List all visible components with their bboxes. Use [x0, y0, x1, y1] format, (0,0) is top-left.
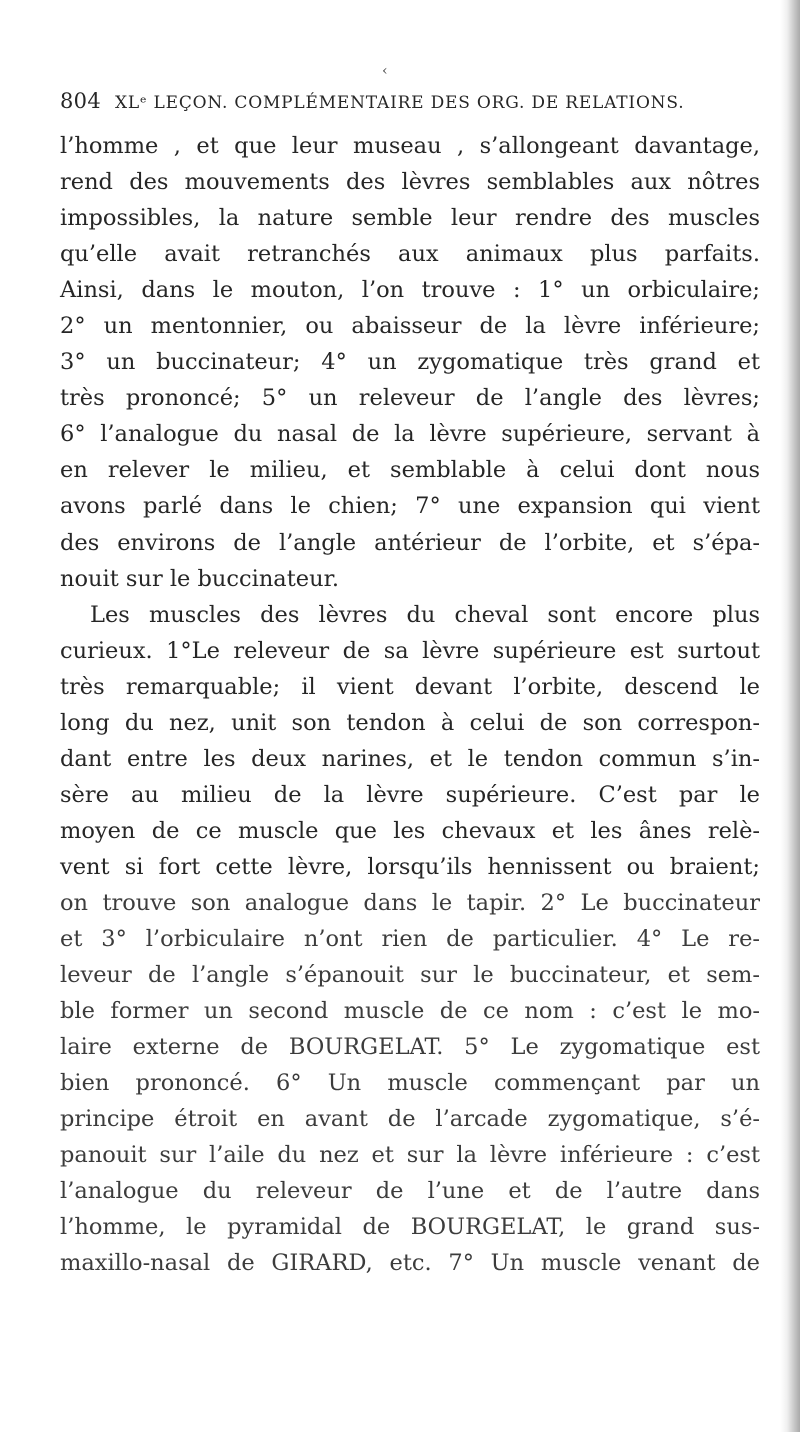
text-line: long du nez, unit son tendon à celui de son correspon- [60, 709, 760, 736]
text-line: panouit sur l’aile du nez et sur la lèvre inférieure : c’est [60, 1142, 760, 1169]
text-line: moyen de ce muscle que les chevaux et les ânes relè- [60, 817, 760, 844]
text-line: l’homme , et que leur museau , s’allongeant davantage, [60, 133, 760, 159]
text-line: maxillo-nasal de GIRARD, etc. 7° Un muscle venant de [60, 1250, 760, 1277]
text-line: Ainsi, dans le mouton, l’on trouve : 1° un orbiculaire; [60, 277, 760, 304]
text-line: leveur de l’angle s’épanouit sur le buccinateur, et sem- [60, 962, 760, 989]
text-line: l’homme, le pyramidal de BOURGELAT, le grand sus- [60, 1214, 760, 1241]
text-line: nouit sur le buccinateur. [60, 565, 340, 592]
text-line: principe étroit en avant de l’arcade zygomatique, s’é- [60, 1106, 760, 1133]
text-line: sère au milieu de la lèvre supérieure. C’est par le [60, 781, 760, 808]
running-head-title: XLᵉ LEÇON. COMPLÉMENTAIRE DES ORG. DE RELATIONS. [114, 93, 685, 113]
text-line: 2° un mentonnier, ou abaisseur de la lèvre inférieure; [60, 313, 760, 340]
text-line: impossibles, la nature semble leur rendre des muscles [60, 205, 760, 232]
text-line: l’analogue du releveur de l’une et de l’autre dans [60, 1178, 760, 1205]
text-line: des environs de l’angle antérieur de l’orbite, et s’épa- [60, 529, 760, 556]
body-text [60, 128, 760, 1282]
text-line: vent si fort cette lèvre, lorsqu’ils hennissent ou braient; [60, 853, 760, 880]
text-line: dant entre les deux narines, et le tendon commun s’in- [60, 745, 760, 772]
text-line: très prononcé; 5° un releveur de l’angle des lèvres; [60, 385, 760, 412]
text-line: avons parlé dans le chien; 7° une expansion qui vient [60, 493, 760, 520]
text-line: ble former un second muscle de ce nom : c’est le mo- [60, 998, 760, 1025]
text-line: 3° un buccinateur; 4° un zygomatique très grand et [60, 349, 760, 376]
text-line: rend des mouvements des lèvres semblables aux nôtres [60, 169, 760, 196]
text-line: bien prononcé. 6° Un muscle commençant par un [60, 1070, 760, 1097]
text-line: curieux. 1°Le releveur de sa lèvre supérieure est surtout [60, 637, 760, 664]
running-head [60, 89, 760, 113]
margin-mark: ‹ [382, 63, 388, 79]
text-line: Les muscles des lèvres du cheval sont encore plus [90, 601, 760, 628]
text-line: en relever le milieu, et semblable à celui dont nous [60, 457, 760, 484]
text-line: laire externe de BOURGELAT. 5° Le zygomatique est [60, 1034, 760, 1061]
page-edge-shadow [780, 0, 800, 1432]
text-line: qu’elle avait retranchés aux animaux plus parfaits. [60, 241, 760, 268]
text-line: très remarquable; il vient devant l’orbite, descend le [60, 673, 760, 700]
page-number: 804 [60, 89, 101, 113]
text-line: on trouve son analogue dans le tapir. 2° Le buccinateur [60, 889, 760, 916]
text-line: et 3° l’orbiculaire n’ont rien de particulier. 4° Le re- [60, 926, 760, 953]
text-line: 6° l’analogue du nasal de la lèvre supérieure, servant à [60, 421, 760, 448]
